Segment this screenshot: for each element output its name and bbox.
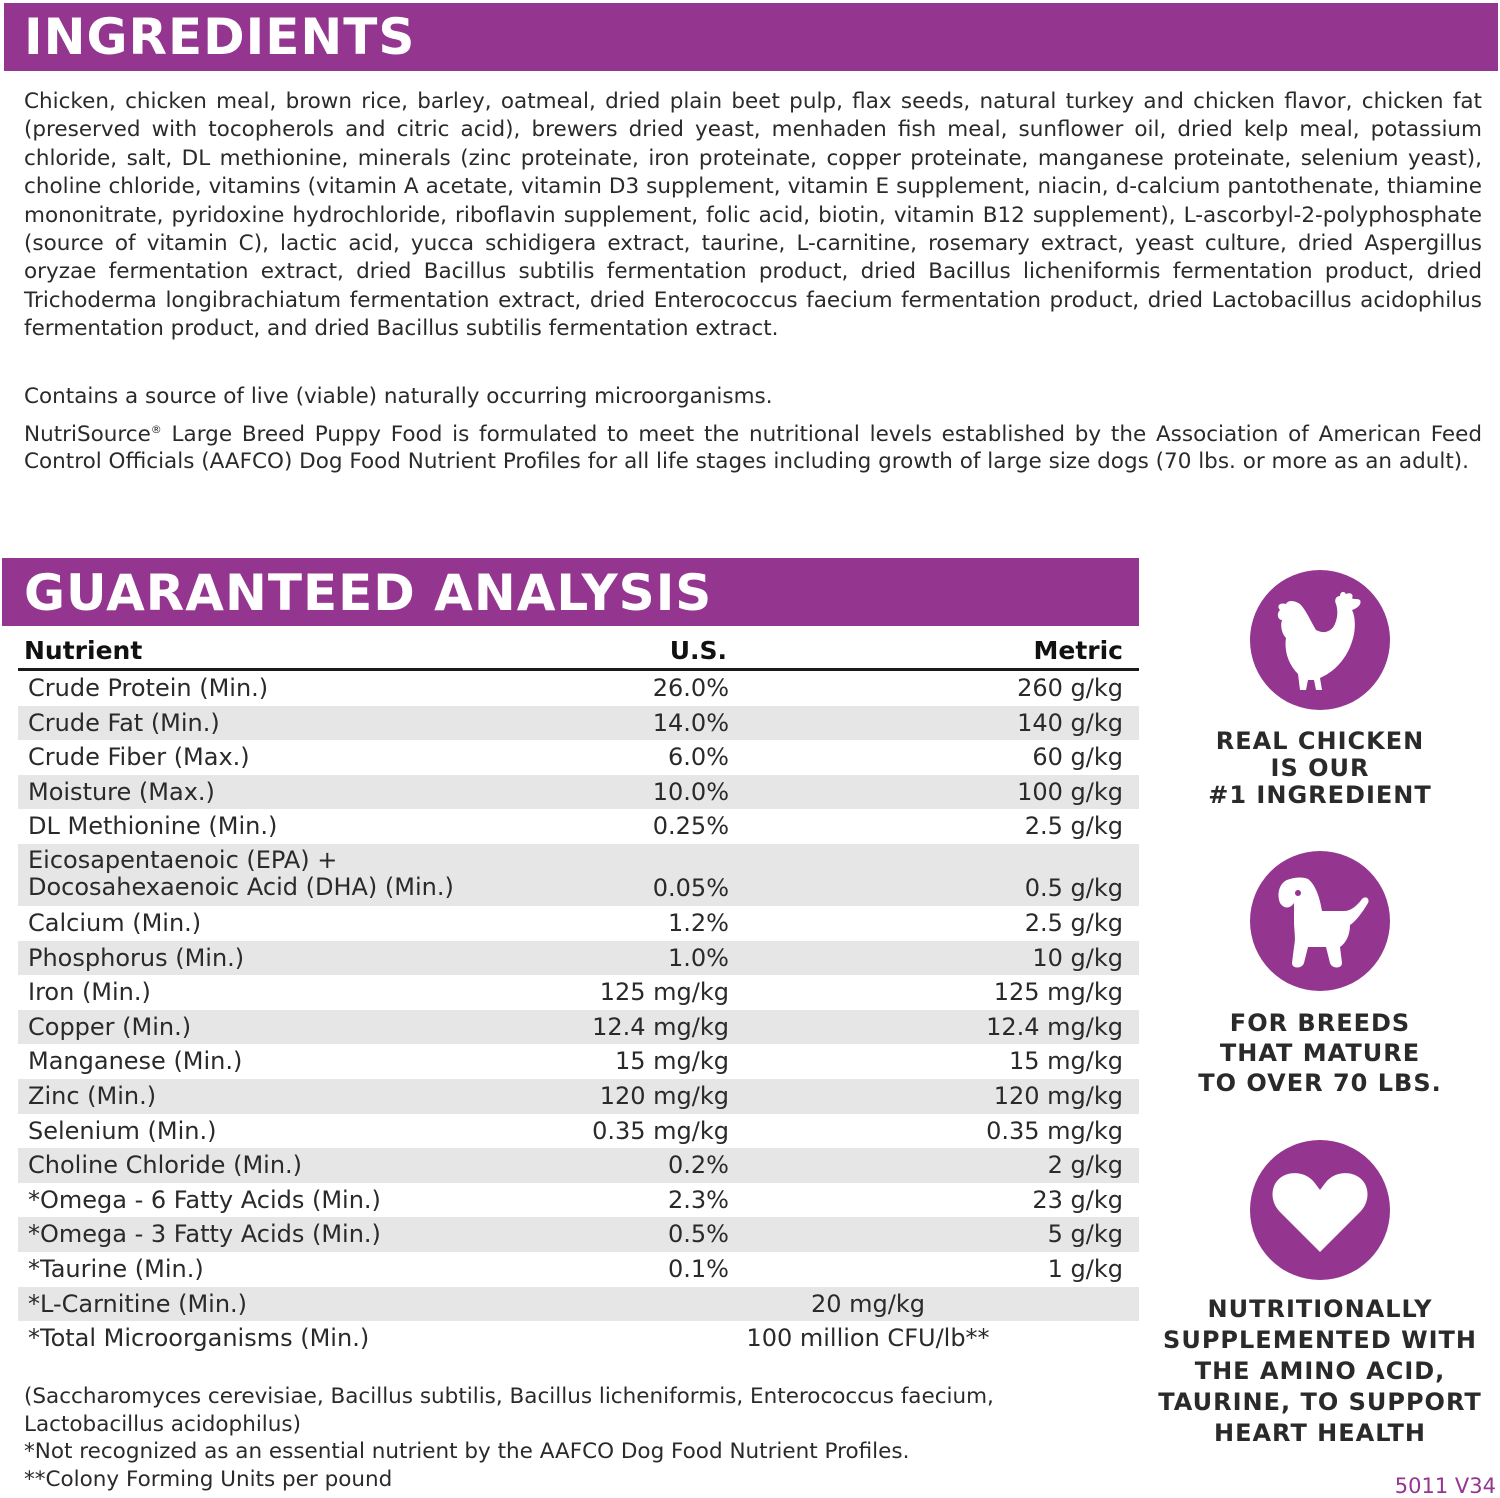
us-value: 0.5% [668,1220,729,1249]
column-header-us: U.S. [669,636,727,665]
table-row [18,1183,1139,1218]
badge-text-line: REAL CHICKEN [1215,727,1425,755]
us-value: 1.2% [668,908,729,937]
metric-value: 2.5 g/kg [1024,908,1123,937]
nutrient-name: *Taurine (Min.) [28,1254,204,1283]
nutrient-name-line: Docosahexaenoic Acid (DHA) (Min.) [28,872,454,901]
table-row [18,906,1139,941]
metric-value: 125 mg/kg [993,978,1123,1007]
table-row [18,941,1139,976]
us-value: 15 mg/kg [615,1047,729,1076]
metric-value: 60 g/kg [1032,743,1123,772]
nutrient-name: Manganese (Min.) [28,1047,243,1076]
us-value: 120 mg/kg [599,1081,729,1110]
badge-text-line: SUPPLEMENTED WITH [1163,1326,1477,1354]
nutrient-name: Crude Protein (Min.) [28,674,269,702]
badge-text-line: THE AMINO ACID, [1194,1357,1446,1385]
metric-value: 10 g/kg [1032,943,1123,972]
metric-value: 2.5 g/kg [1024,812,1123,841]
nutrient-name [28,847,454,901]
metric-value: 5 g/kg [1047,1220,1123,1249]
nutrient-name: Calcium (Min.) [28,908,202,937]
badge-text-line: FOR BREEDS [1229,1009,1411,1037]
metric-value: 260 g/kg [1017,674,1123,702]
microorganisms-statement: Contains a source of live (viable) naturally occurring microorganisms. [24,384,773,409]
product-code: 5011 V34 [1394,1474,1496,1498]
ingredients-header [4,3,1498,71]
us-value: 1.0% [668,943,729,972]
metric-value: 120 mg/kg [993,1081,1123,1110]
us-value: 0.2% [668,1151,729,1180]
nutrient-name: *Omega - 3 Fatty Acids (Min.) [28,1220,381,1249]
badge-text-line: TO OVER 70 LBS. [1198,1069,1442,1097]
us-value: 125 mg/kg [599,978,729,1007]
metric-value: 15 mg/kg [1009,1047,1123,1076]
table-row [18,1287,1139,1322]
aafco-statement [24,421,1482,475]
table-row [18,775,1139,810]
metric-value: 2 g/kg [1047,1151,1123,1180]
badge-text-line: NUTRITIONALLY [1207,1295,1433,1323]
us-value: 0.1% [668,1254,729,1283]
puppy-badge [1250,851,1390,991]
nutrient-name: Crude Fiber (Max.) [28,743,250,772]
guaranteed-analysis-header [2,558,1139,626]
nutrient-name: *Total Microorganisms (Min.) [28,1324,370,1353]
combined-value: 100 million CFU/lb** [746,1324,990,1353]
badge-text-taurine [1150,1294,1490,1449]
metric-value: 100 g/kg [1017,777,1123,806]
metric-value: 140 g/kg [1017,708,1123,737]
guaranteed-analysis-table [18,634,1139,1356]
brand-name: NutriSource [24,422,151,447]
combined-value: 20 mg/kg [811,1289,925,1318]
nutrient-name: DL Methionine (Min.) [28,812,278,841]
us-value: 0.35 mg/kg [592,1116,729,1145]
badge-text-line: #1 INGREDIENT [1208,781,1432,809]
us-value: 12.4 mg/kg [592,1012,729,1041]
badge-text-line: HEART HEALTH [1213,1419,1426,1447]
table-row [18,1079,1139,1114]
ingredients-title: INGREDIENTS [24,8,416,66]
nutrient-name: *L-Carnitine (Min.) [28,1289,248,1318]
us-value: 0.25% [652,812,729,841]
table-row [18,1217,1139,1252]
us-value: 14.0% [652,708,729,737]
us-value: 26.0% [652,674,729,702]
nutrient-name: Iron (Min.) [28,978,151,1007]
badge-text-chicken [1150,728,1490,809]
metric-value: 23 g/kg [1032,1185,1123,1214]
us-value: 0.05% [652,873,729,902]
table-header-row [18,634,1139,671]
puppy-icon [1250,851,1390,991]
table-row [18,809,1139,844]
column-header-nutrient: Nutrient [24,636,143,665]
table-body [18,671,1139,1356]
nutrient-name-line: Eicosapentaenoic (EPA) + [28,845,338,874]
table-row [18,1114,1139,1149]
table-row [18,671,1139,706]
nutrient-name: *Omega - 6 Fatty Acids (Min.) [28,1185,381,1214]
badge-text-line: TAURINE, TO SUPPORT [1158,1388,1482,1416]
nutrient-name: Moisture (Max.) [28,777,215,806]
nutrient-name: Crude Fat (Min.) [28,708,220,737]
chicken-badge [1250,570,1390,710]
heart-badge [1250,1140,1390,1280]
guaranteed-analysis-title: GUARANTEED ANALYSIS [24,564,713,622]
nutrient-name: Zinc (Min.) [28,1081,157,1110]
badge-text-line: IS OUR [1270,754,1370,782]
aafco-statement-text: Large Breed Puppy Food is formulated to meet the nutritional levels established by the Association of American Feed Control Officials (AAFCO) Dog Food Nutrient Profiles for all life stages including growth of large size dogs (70 lbs. or more as an adult). [24,422,1482,474]
nutrient-name: Choline Chloride (Min.) [28,1151,303,1180]
footnote-species: (Saccharomyces cerevisiae, Bacillus subtilis, Bacillus licheniformis, Enterococcus faecium, Lactobacillus acidophilus) [24,1384,994,1437]
table-row [18,1252,1139,1287]
table-row [18,844,1139,906]
metric-value: 1 g/kg [1047,1254,1123,1283]
footnote-not-essential: *Not recognized as an essential nutrient by the AAFCO Dog Food Nutrient Profiles. [24,1439,910,1464]
us-value: 2.3% [668,1185,729,1214]
nutrient-name: Copper (Min.) [28,1012,192,1041]
nutrient-name: Selenium (Min.) [28,1116,217,1145]
metric-value: 12.4 mg/kg [986,1012,1123,1041]
column-header-metric: Metric [1033,636,1123,665]
footnote-cfu: **Colony Forming Units per pound [24,1467,393,1492]
table-row [18,975,1139,1010]
ingredients-list: Chicken, chicken meal, brown rice, barley, oatmeal, dried plain beet pulp, flax seeds, natural turkey and chicken flavor, chicken fat (preserved with tocopherols and citric acid), brewers dried yeast, menhaden fish meal, sunflower oil, dried kelp meal, potassium chloride, salt, DL methionine, minerals (zinc proteinate, iron proteinate, copper proteinate, manganese proteinate, selenium yeast), choline chloride, vitamins (vitamin A acetate, vitamin D3 supplement, vitamin E supplement, niacin, d-calcium pantothenate, thiamine mononitrate, pyridoxine hydrochloride, riboflavin supplement, folic acid, biotin, vitamin B12 supplement), L-ascorbyl-2-polyphosphate (source of vitamin C), lactic acid, yucca schidigera extract, taurine, L-carnitine, rosemary extract, yeast culture, dried Aspergillus oryzae fermentation extract, dried Bacillus subtilis fermentation product, dried Bacillus licheniformis fermentation product, dried Trichoderma longibrachiatum fermentation extract, dried Enterococcus faecium fermentation product, dried Lactobacillus acidophilus fermentation product, and dried Bacillus subtilis fermentation extract. [24,89,1482,342]
badge-text-breeds [1150,1008,1490,1098]
us-value: 10.0% [652,777,729,806]
badge-text-line: THAT MATURE [1219,1039,1421,1067]
table-row [18,1044,1139,1079]
table-row [18,1148,1139,1183]
table-row [18,740,1139,775]
table-row [18,1010,1139,1045]
nutrient-name: Phosphorus (Min.) [28,943,245,972]
heart-icon [1250,1140,1390,1280]
registered-mark: ® [150,422,162,436]
metric-value: 0.35 mg/kg [986,1116,1123,1145]
table-row [18,1321,1139,1356]
metric-value: 0.5 g/kg [1024,873,1123,902]
table-row [18,706,1139,741]
chicken-icon [1250,570,1390,710]
us-value: 6.0% [668,743,729,772]
